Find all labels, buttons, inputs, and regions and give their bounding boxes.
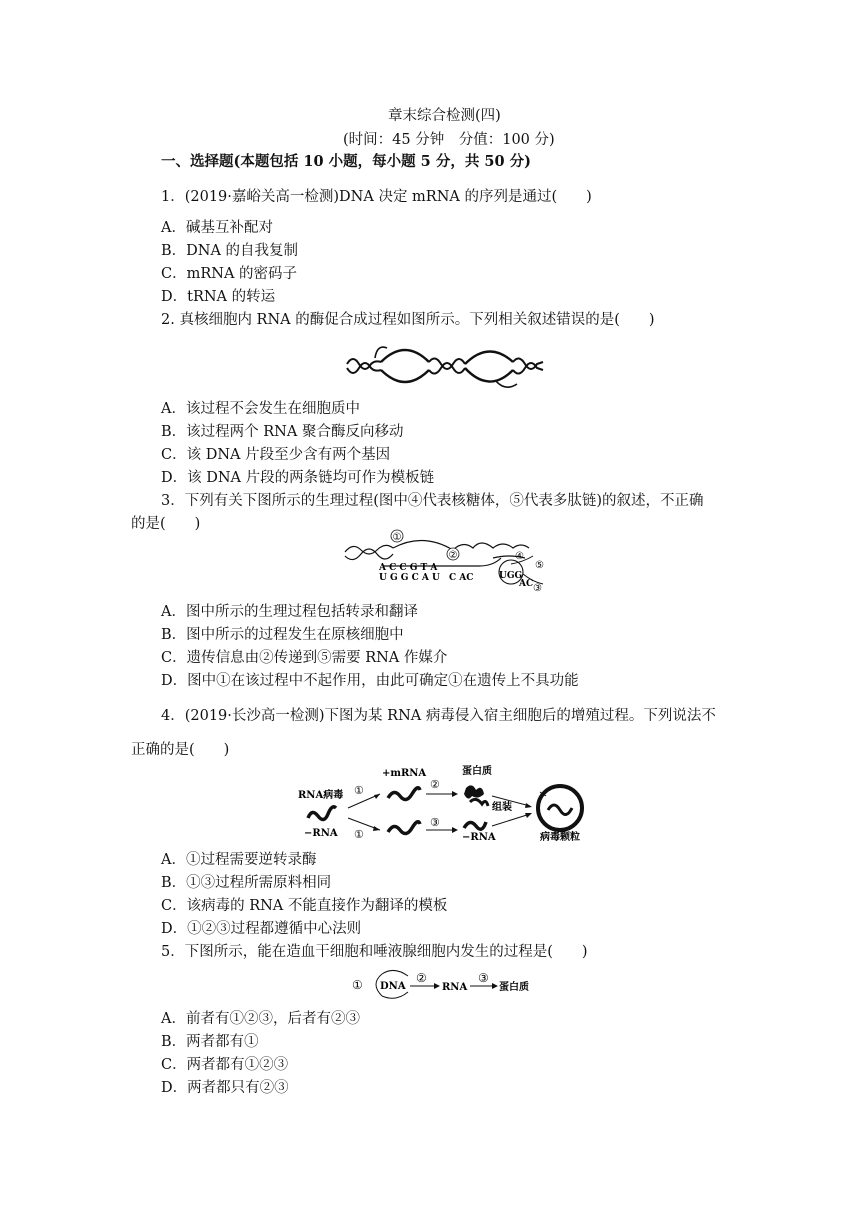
figure-4-step1-bottom: ① — [354, 828, 364, 841]
question-3-option-c: C．遗传信息由②传递到⑤需要 RNA 作媒介 — [161, 650, 448, 666]
question-2-option-d: D．该 DNA 片段的两条链均可作为模板链 — [161, 470, 435, 486]
exam-meta: (时间：45 分钟 分值：100 分) — [343, 132, 555, 148]
question-2-stem: 2. 真核细胞内 RNA 的酶促合成过程如图所示。下列相关叙述错误的是( ) — [161, 312, 655, 328]
question-4-option-b: B．①③过程所需原料相同 — [161, 875, 332, 891]
page-title: 章末综合检测(四) — [388, 108, 501, 124]
figure-3-codon-3: AC — [519, 579, 534, 589]
question-1-stem: 1．(2019·嘉峪关高一检测)DNA 决定 mRNA 的序列是通过( ) — [161, 189, 592, 205]
figure-3-label-5: ⑤ — [535, 560, 544, 571]
figure-3-transcription-translation — [343, 530, 563, 592]
question-5-option-c: C．两者都有①②③ — [161, 1057, 289, 1073]
figure-4-step2: ② — [430, 778, 440, 791]
figure-5-step3: ③ — [478, 971, 489, 985]
question-4-stem-line1: 4．(2019·长沙高一检测)下图为某 RNA 病毒侵入宿主细胞后的增殖过程。下列说法不 — [161, 708, 716, 724]
figure-4-minus-rna-left: −RNA — [304, 828, 338, 839]
figure-4-rna-virus-replication — [296, 762, 596, 844]
figure-3-label-1: ① — [392, 532, 402, 543]
figure-3-seq-bottom: U G G C A U — [379, 573, 440, 583]
question-3-option-d: D．图中①在该过程中不起作用，由此可确定①在遗传上不具功能 — [161, 673, 579, 689]
figure-4-minus-rna-right: −RNA — [462, 832, 496, 843]
figure-3-label-4: ④ — [515, 551, 524, 562]
question-1-option-d: D．tRNA 的转运 — [161, 289, 276, 305]
question-4-option-a: A．①过程需要逆转录酶 — [161, 852, 317, 868]
figure-3-codon-1: C AC — [449, 573, 474, 583]
figure-4-rna-virus-label: RNA病毒 — [298, 790, 344, 801]
figure-3-label-3: ③ — [533, 583, 542, 594]
figure-5-protein: 蛋白质 — [499, 982, 529, 993]
figure-5-central-dogma — [352, 968, 552, 1002]
question-2-option-a: A．该过程不会发生在细胞质中 — [161, 401, 360, 417]
figure-3-seq-top: A C C G T A — [379, 563, 438, 573]
figure-3-label-2: ② — [448, 550, 458, 561]
figure-4-step1-top: ① — [354, 784, 364, 797]
question-4-option-c: C．该病毒的 RNA 不能直接作为翻译的模板 — [161, 898, 448, 914]
question-1-option-c: C．mRNA 的密码子 — [161, 266, 298, 282]
question-3-option-b: B．图中所示的过程发生在原核细胞中 — [161, 627, 404, 643]
question-2-option-c: C．该 DNA 片段至少含有两个基因 — [161, 447, 391, 463]
question-3-stem-line1: 3．下列有关下图所示的生理过程(图中④代表核糖体，⑤代表多肽链)的叙述，不正确 — [161, 493, 704, 509]
question-5-option-a: A．前者有①②③，后者有②③ — [161, 1011, 360, 1027]
figure-5-step1: ① — [352, 978, 363, 992]
figure-3-codon-2: UGG — [499, 571, 523, 581]
question-4-stem-line2: 正确的是( ) — [131, 742, 230, 758]
question-5-stem: 5．下图所示，能在造血干细胞和唾液腺细胞内发生的过程是( ) — [161, 944, 588, 960]
section-heading: 一、选择题(本题包括 10 小题，每小题 5 分，共 50 分) — [161, 153, 531, 170]
question-1-option-b: B．DNA 的自我复制 — [161, 243, 299, 259]
question-1-option-a: A．碱基互补配对 — [161, 220, 273, 236]
question-4-option-d: D．①②③过程都遵循中心法则 — [161, 921, 362, 937]
figure-4-virus-particle-label: 病毒颗粒 — [540, 832, 580, 843]
question-3-stem-line2: 的是( ) — [131, 516, 201, 532]
figure-2-transcription-bubbles — [345, 340, 545, 400]
question-3-option-a: A．图中所示的生理过程包括转录和翻译 — [161, 604, 418, 620]
figure-5-dna: DNA — [380, 981, 406, 992]
figure-4-protein-label: 蛋白质 — [462, 766, 492, 777]
figure-5-step2: ② — [416, 971, 427, 985]
question-5-option-b: B．两者都有① — [161, 1034, 259, 1050]
figure-4-assemble-label: 组装 — [492, 802, 512, 813]
question-5-option-d: D．两者都只有②③ — [161, 1080, 289, 1096]
figure-5-rna: RNA — [442, 982, 468, 993]
figure-4-step3: ③ — [430, 816, 440, 829]
question-2-option-b: B．该过程两个 RNA 聚合酶反向移动 — [161, 424, 404, 440]
figure-4-plus-mrna-label: +mRNA — [382, 768, 427, 779]
